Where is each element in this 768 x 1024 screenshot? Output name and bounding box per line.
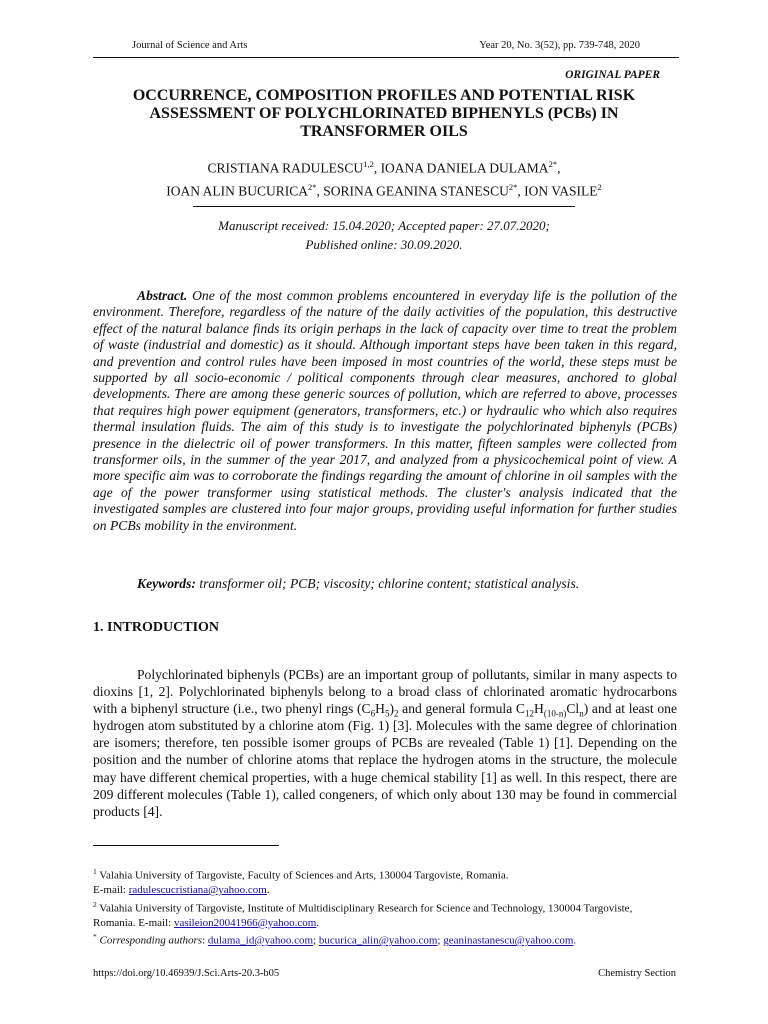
email-link[interactable]: radulescucristiana@yahoo.com xyxy=(128,884,267,897)
title-line: ASSESSMENT OF POLYCHLORINATED BIPHENYLS (PCBs) IN xyxy=(149,105,619,122)
abstract-label: Abstract. xyxy=(137,288,188,303)
email-link[interactable]: geaninastanescu@yahoo.com xyxy=(443,934,574,947)
dates-line: Manuscript received: 15.04.2020; Accepted paper: 27.07.2020; xyxy=(218,218,550,233)
affiliation-mark: 2 xyxy=(597,181,602,192)
header-rule xyxy=(93,57,679,58)
author-name: IOAN ALIN BUCURICA xyxy=(166,183,308,198)
footnotes xyxy=(93,865,677,948)
author-list xyxy=(80,155,688,200)
author-name: CRISTIANA RADULESCU xyxy=(207,160,364,176)
doi-text: https://doi.org/10.46939/J.Sci.Arts-20.3-b05 xyxy=(93,968,280,979)
abstract xyxy=(93,288,677,534)
affiliation-mark: 2* xyxy=(508,181,518,192)
meta-rule xyxy=(193,206,575,207)
title-line: OCCURRENCE, COMPOSITION PROFILES AND POTENTIAL RISK xyxy=(132,87,636,104)
keywords xyxy=(93,575,677,592)
paper-title xyxy=(80,87,688,141)
introduction-paragraph: Polychlorinated biphenyls (PCBs) are an important group of pollutants, similar in many aspects to dioxins [1, 2]. Polychlorinated biphenyls belong to a broad class of chlorinated aromatic hydrocarbons with a biphenyl structure (i.e., two phenyl rings $(C_6H_5)_2$ and general formula $C_{12}H_{(10-n)}Cl_n$) and at least one hydrogen atom substituted by a chlorine atom (Fig. 1) [3]. Molecules with the same degree of chlorination are isomers; therefore, ten possible isomer groups of PCBs are revealed (Table 1) [1]. Depending on the position and the number of chlorine atoms that replace the hydrogen atoms in the structure, the molecule may have different chemical properties, with a huge chemical stability [1] as well. In this respect, there are 209 different molecules (Table 1), called congeners, of which only about 130 may be found in commercial products [4]. xyxy=(93,667,677,819)
footnote-1: $^1$ Valahia University of Targoviste, Faculty of Sciences and Arts, 130004 Targoviste, Romania. E-mail: radulescucristiana@yahoo.com. xyxy=(93,867,509,897)
email-link[interactable]: vasileion20041966@yahoo.com xyxy=(173,916,317,929)
affiliation-mark: 1,2 xyxy=(363,159,374,169)
footnote-2: $^2$ Valahia University of Targoviste, Institute of Multidisciplinary Research for Science and Technology, 130004 Targoviste, Romania. E-mail: vasileion20041966@yahoo.com. xyxy=(93,899,633,929)
title-line: TRANSFORMER OILS xyxy=(300,123,468,140)
email-link[interactable]: bucurica_alin@yahoo.com xyxy=(318,934,438,947)
author-name: IOANA DANIELA DULAMA xyxy=(380,160,549,176)
affiliation-mark: 2* xyxy=(307,181,317,192)
author-line: IOAN ALIN $BUCURICA^{2*}$, SORINA GEANINA $STANESCU^{2*}$, ION VASILE$^2$ xyxy=(166,181,602,198)
page-footer xyxy=(93,968,676,982)
running-head xyxy=(132,40,640,56)
abstract-text: One of the most common problems encountered in everyday life is the pollution of the environment. Therefore, regardless of the nature of the daily activities of the population, this destructive effect of the natural balance finds its origin perhaps in the lack of capacity over time to treat the problem of waste (industrial and domestic) as it should. Although important steps have been taken in this regard, and prevention and control rules have been imposed in most countries of the world, these steps must be supported by all socio-economic / political components through clear measures, anchored to global developments. There are among these generic sources of pollution, which are referred to above, processes that requires high power equipment (generators, transformers, etc.) or hydraulic who which also requires thermal insulation fluids. The aim of this study is to investigate the polychlorinated biphenyls (PCBs) presence in the dielectric oil of power transformers. In this matter, fifteen samples were collected from transformer oils, in the summer of the year 2017, and analyzed from a physicochemical point of view. A more specific aim was to corroborate the findings regarding the amount of chlorine in oil samples with the age of the power transformer using statistical methods. The cluster's analysis indicated that the investigated samples are clustered into four major groups, providing useful information for further studies on PCBs mobility in the environment. xyxy=(93,288,678,533)
journal-name: Journal of Science and Arts xyxy=(132,40,248,51)
author-name: ION VASILE xyxy=(524,183,598,198)
section-name: Chemistry Section xyxy=(598,968,676,979)
keywords-text: transformer oil; PCB; viscosity; chlorine content; statistical analysis. xyxy=(199,576,580,591)
section-heading: 1. INTRODUCTION xyxy=(93,620,220,635)
footnote-rule xyxy=(93,845,279,846)
author-name: SORINA GEANINA STANESCU xyxy=(323,183,509,198)
footnote-corresponding: * Corresponding authors: dulama_id@yahoo.com; bucurica_alin@yahoo.com; geaninastanescu@yahoo.com. xyxy=(93,932,577,947)
keywords-label: Keywords: xyxy=(137,576,196,591)
email-link[interactable]: dulama_id@yahoo.com xyxy=(207,934,314,947)
author-line: CRISTIANA RADULESCU$^{1,2}$, IOANA DANIELA $DULAMA^{2*}$, xyxy=(207,159,561,176)
manuscript-dates xyxy=(80,216,688,254)
paper-type-label: ORIGINAL PAPER xyxy=(565,69,660,81)
dates-line: Published online: 30.09.2020. xyxy=(305,237,463,252)
affiliation-mark: 2* xyxy=(548,159,558,169)
issue-info: Year 20, No. 3(52), pp. 739-748, 2020 xyxy=(479,40,640,51)
